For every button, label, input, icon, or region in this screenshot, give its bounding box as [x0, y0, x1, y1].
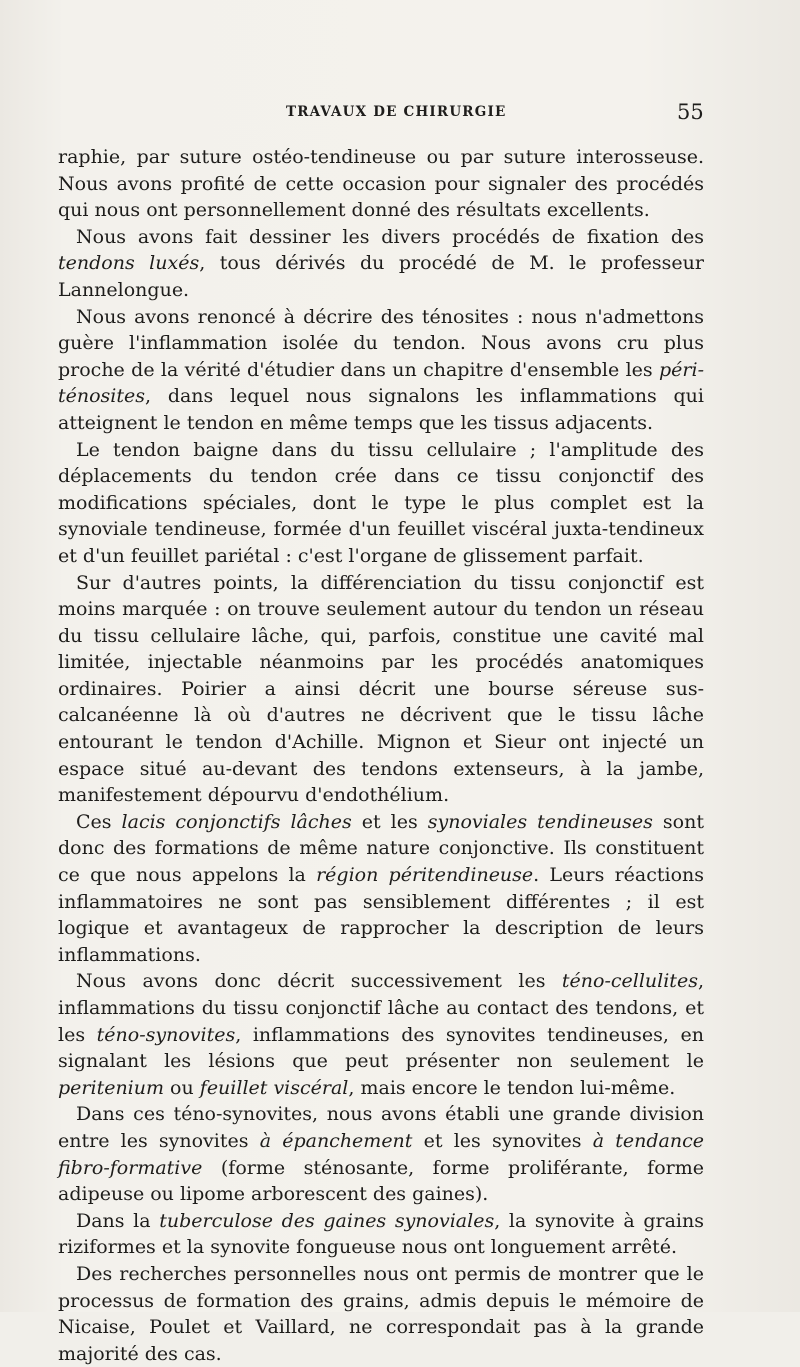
- italic-text: feuillet viscéral: [199, 1076, 349, 1099]
- paragraph: [58, 809, 704, 969]
- text-run: et les: [351, 810, 428, 833]
- text-run: Des recherches personnelles nous ont permis de montrer que le processus de formation des grains, admis depuis le mémoire de Nicaise, Poulet et Vaillard, ne correspondait pas à la grande majorité des cas.: [58, 1262, 704, 1365]
- page-header: [0, 98, 800, 128]
- running-title: TRAVAUX DE CHIRURGIE: [286, 104, 507, 120]
- paragraph: [58, 144, 704, 224]
- italic-text: synoviales tendineuses: [427, 810, 653, 833]
- italic-text: téno-cellulites: [561, 970, 698, 993]
- paragraph: [58, 437, 704, 570]
- text-run: et les synovites: [412, 1129, 593, 1152]
- text-run: raphie, par suture ostéo-tendineuse ou par suture interosseuse. Nous avons profité de cette occasion pour signaler des procédés qui nous ont personnellement donné des résultats excellents.: [58, 146, 704, 222]
- text-run: Nous avons donc décrit successivement les: [76, 970, 562, 993]
- italic-text: lacis conjonctifs lâches: [121, 810, 352, 833]
- text-run: Nous avons renoncé à décrire des ténosites : nous n'admettons guère l'inflammation isolée du tendon. Nous avons cru plus proche de la vérité d'étudier dans un chapitre d'ensemble les: [58, 305, 704, 381]
- paragraph: [58, 1208, 704, 1261]
- text-run: , dans lequel nous signalons les inflammations qui atteignent le tendon en même temps que les tissus adjacents.: [58, 385, 704, 434]
- text-run: Le tendon baigne dans du tissu cellulaire ; l'amplitude des déplacements du tendon crée dans ce tissu conjonctif des modifications spéciales, dont le type le plus complet est la synoviale tendineuse, formée d'un feuillet viscéral juxta-tendineux et d'un feuillet pariétal : c'est l'organe de glissement parfait.: [58, 438, 704, 567]
- body-text: [58, 144, 704, 1367]
- text-run: , la synovite à grains riziformes et la synovite fongueuse nous ont longuement arrêté.: [58, 1209, 704, 1259]
- italic-text: région péritendineuse: [316, 864, 534, 887]
- text-run: Ces: [76, 810, 122, 833]
- text-run: Dans la: [76, 1209, 160, 1232]
- text-run: . Leurs réactions inflammatoires ne sont pas sensiblement différentes ; il est logique et avantageux de rapprocher la description de leurs inflammations.: [58, 864, 705, 966]
- italic-text: tuberculose des gaines synoviales: [159, 1209, 495, 1232]
- italic-text: téno-synovites: [96, 1023, 236, 1046]
- italic-text: à tendance fibro-formative: [58, 1129, 704, 1179]
- paragraph: [58, 1261, 704, 1367]
- paragraph: [58, 224, 704, 304]
- text-run: ou: [164, 1076, 200, 1099]
- text-run: Sur d'autres points, la différenciation du tissu conjonctif est moins marquée : on trouve seulement autour du tendon un réseau du tissu cellulaire lâche, qui, parfois, constitue une cavité mal limitée, injectable néanmoins par les procédés anatomiques ordinaires. Poirier a ainsi décrit une bourse séreuse sus-calcanéenne là où d'autres ne décrivent que le tissu lâche entourant le tendon d'Achille. Mignon et Sieur ont injecté un espace situé au-devant des tendons extenseurs, à la jambe, manifestement dépourvu d'endothélium.: [58, 571, 704, 807]
- page-number: 55: [677, 100, 704, 124]
- paragraph: [58, 570, 704, 809]
- text-run: Nous avons fait dessiner les divers procédés de fixation des: [76, 225, 704, 248]
- italic-text: peritenium: [58, 1076, 165, 1099]
- text-run: sont donc des formations de même nature conjonctive. Ils constituent ce que nous appelons la: [58, 810, 704, 887]
- text-run: , inflammations des synovites tendineuses, en signalant les lésions que peut présenter non seulement le: [58, 1023, 704, 1073]
- text-run: , tous dérivés du procédé de M. le professeur Lannelongue.: [58, 252, 704, 301]
- text-run: Dans ces téno-synovites, nous avons établi une grande division entre les synovites: [58, 1103, 704, 1152]
- text-run: , inflammations du tissu conjonctif lâche au contact des tendons, et les: [58, 970, 704, 1046]
- paragraph: [58, 1101, 704, 1207]
- italic-text: tendons luxés: [58, 252, 200, 275]
- italic-text: à épanchement: [259, 1129, 413, 1152]
- text-run: (forme sténosante, forme proliférante, forme adipeuse ou lipome arborescent des gaines).: [58, 1156, 704, 1206]
- paragraph: [58, 968, 704, 1101]
- paragraph: [58, 304, 704, 437]
- text-run: , mais encore le tendon lui-même.: [348, 1076, 676, 1099]
- italic-text: péri-ténosites: [58, 358, 704, 408]
